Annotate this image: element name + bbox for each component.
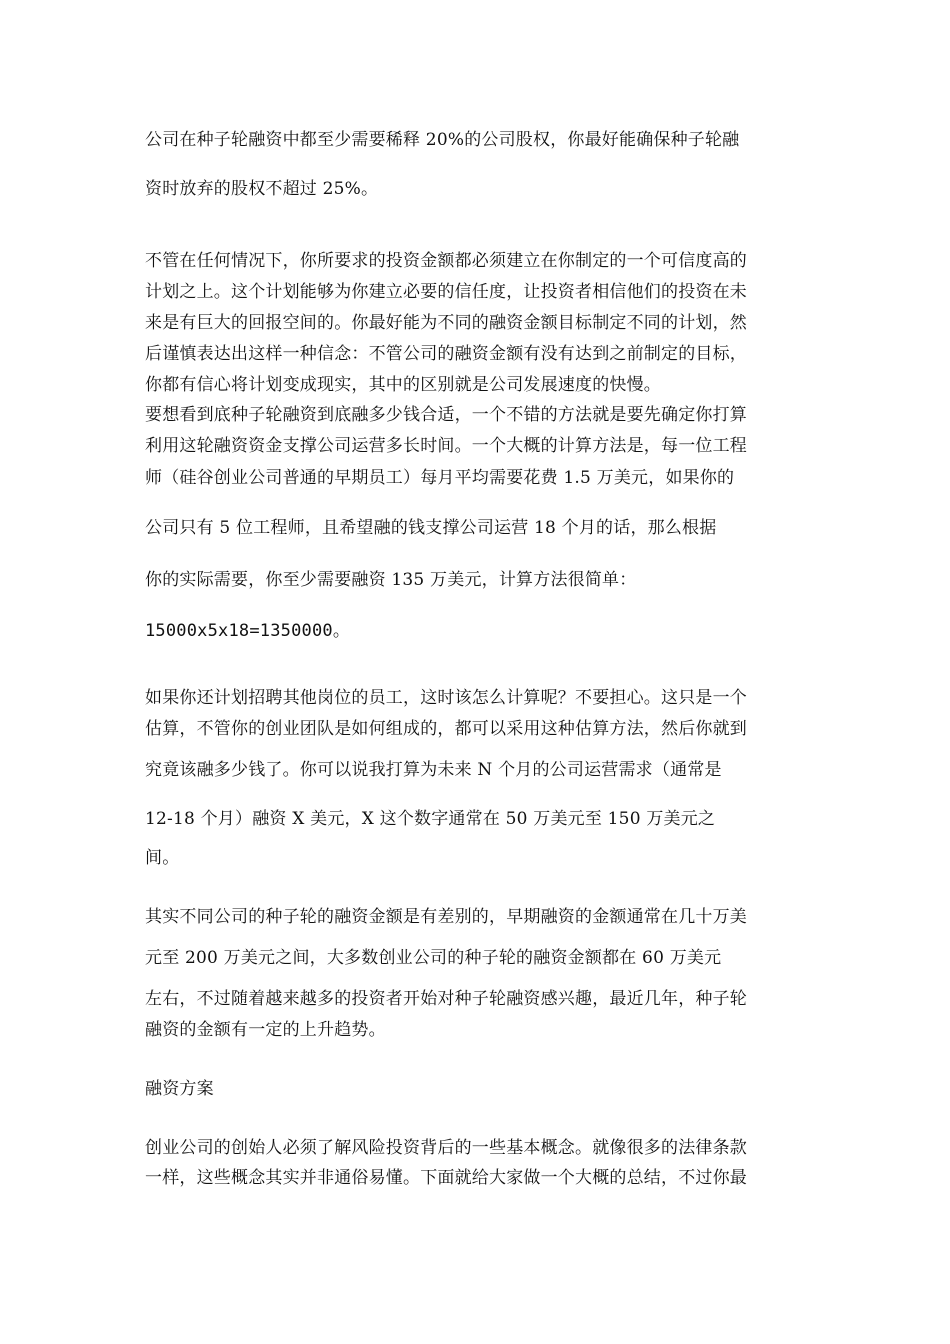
- text-line: 12-18 个月）融资 X 美元，X 这个数字通常在 50 万美元至 150 万美元之: [145, 809, 716, 829]
- section-heading: 融资方案: [145, 1079, 214, 1099]
- text-line: 师（硅谷创业公司普通的早期员工）每月平均需要花费 1.5 万美元，如果你的: [145, 468, 735, 488]
- text-line: 你都有信心将计划变成现实，其中的区别就是公司发展速度的快慢。: [145, 375, 661, 395]
- text-line: 其实不同公司的种子轮的融资金额是有差别的，早期融资的金额通常在几十万美: [145, 907, 747, 927]
- text-line: 元至 200 万美元之间，大多数创业公司的种子轮的融资金额都在 60 万美元: [145, 948, 722, 968]
- text-line: 资时放弃的股权不超过 25%。: [145, 179, 379, 199]
- text-line: 不管在任何情况下，你所要求的投资金额都必须建立在你制定的一个可信度高的: [145, 251, 747, 271]
- text-line: 究竟该融多少钱了。你可以说我打算为未来 N 个月的公司运营需求（通常是: [145, 760, 722, 780]
- text-line: 公司在种子轮融资中都至少需要稀释 20%的公司股权，你最好能确保种子轮融: [145, 130, 740, 150]
- text-line: 计划之上。这个计划能够为你建立必要的信任度，让投资者相信他们的投资在未: [145, 282, 747, 302]
- text-line: 一样，这些概念其实并非通俗易懂。下面就给大家做一个大概的总结，不过你最: [145, 1168, 747, 1188]
- text-line: 公司只有 5 位工程师，且希望融的钱支撑公司运营 18 个月的话，那么根据: [145, 518, 717, 538]
- text-line: 要想看到底种子轮融资到底融多少钱合适，一个不错的方法就是要先确定你打算: [145, 405, 747, 425]
- text-line: 如果你还计划招聘其他岗位的员工，这时该怎么计算呢？不要担心。这只是一个: [145, 688, 747, 708]
- text-line: 估算，不管你的创业团队是如何组成的，都可以采用这种估算方法，然后你就到: [145, 719, 747, 739]
- text-line: 你的实际需要，你至少需要融资 135 万美元，计算方法很简单：: [145, 570, 637, 590]
- text-line: 左右，不过随着越来越多的投资者开始对种子轮融资感兴趣，最近几年，种子轮: [145, 989, 747, 1009]
- text-line: 间。: [145, 848, 180, 868]
- text-line: 利用这轮融资资金支撑公司运营多长时间。一个大概的计算方法是，每一位工程: [145, 436, 747, 456]
- formula-line: 15000x5x18=1350000。: [145, 621, 351, 641]
- text-line: 融资的金额有一定的上升趋势。: [145, 1020, 386, 1040]
- text-line: 来是有巨大的回报空间的。你最好能为不同的融资金额目标制定不同的计划，然: [145, 313, 747, 333]
- text-line: 后谨慎表达出这样一种信念：不管公司的融资金额有没有达到之前制定的目标，: [145, 344, 747, 364]
- text-line: 创业公司的创始人必须了解风险投资背后的一些基本概念。就像很多的法律条款: [145, 1138, 747, 1158]
